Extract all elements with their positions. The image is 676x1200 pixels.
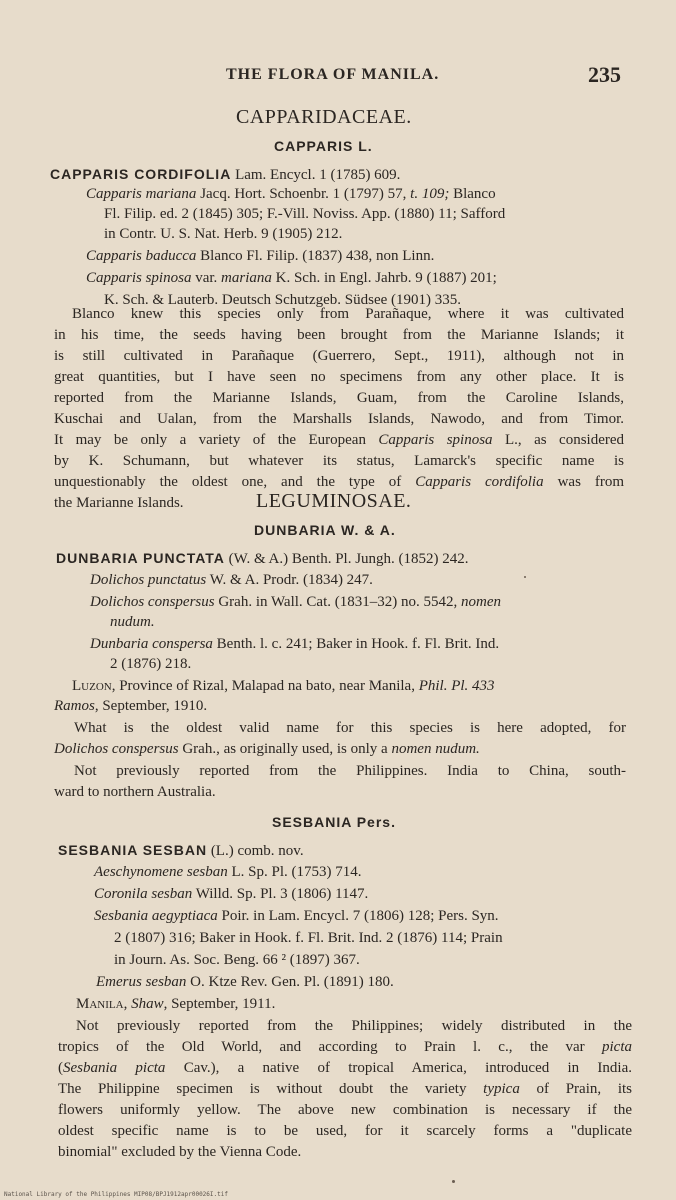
synonym-continuation: 2 (1876) 218. — [110, 656, 192, 672]
paragraph-taxon: typica — [483, 1081, 520, 1097]
species-entry-sesbania-sesban — [58, 840, 304, 861]
paragraph-text: Cav.), a native of tropical America, introduced in India. — [183, 1060, 633, 1076]
paper-speck — [524, 576, 526, 578]
synonym-line — [86, 268, 497, 288]
genus-heading-dunbaria: DUNBARIA W. & A. — [254, 522, 396, 538]
paragraph-line: reported from the Marianne Islands, Guam, from the Caroline Islands, — [54, 390, 624, 406]
synonym-name: Sesbania aegyptiaca — [94, 908, 218, 924]
locality-line — [72, 676, 495, 696]
paragraph-line: Not previously reported from the Philippines. India to China, south- — [74, 763, 626, 779]
paragraph-text: The Philippine specimen is without doubt the variety — [58, 1081, 467, 1097]
paragraph-line: flowers uniformly yellow. The above new combination is necessary if the — [58, 1102, 632, 1118]
synonym-citation: W. & A. Prodr. (1834) 247. — [209, 572, 373, 588]
synonym-status: nomen — [460, 594, 501, 610]
synonym-continuation — [110, 612, 155, 632]
synonym-citation: O. Ktze Rev. Gen. Pl. (1891) 180. — [190, 974, 394, 990]
synonym-citation: Grah. in Wall. Cat. (1831–32) no. 5542, — [218, 594, 458, 610]
synonym-continuation: in Journ. As. Soc. Beng. 66 ² (1897) 367. — [114, 952, 360, 968]
paragraph-line — [54, 472, 624, 492]
paragraph-text: It may be only a variety of the European — [54, 432, 366, 448]
paragraph-line — [58, 1058, 632, 1078]
paragraph-line: Kuschai and Ualan, from the Marshalls Islands, Nawodo, and from Timor. — [54, 411, 624, 427]
paragraph-taxon: Capparis spinosa — [378, 432, 493, 448]
paragraph-text: of Prain, its — [536, 1081, 632, 1097]
paragraph-line: Blanco knew this species only from Parañaque, where it was cultivated — [72, 306, 624, 322]
synonym-name: Capparis spinosa — [86, 270, 192, 286]
paragraph-text: was from — [557, 474, 625, 490]
genus-heading-capparis: CAPPARIS L. — [274, 138, 373, 154]
paragraph-line — [54, 430, 624, 450]
paragraph-line: oldest specific name is to be used, for it scarcely forms a "duplicate — [58, 1123, 632, 1139]
paragraph-status: nomen nudum. — [391, 741, 480, 757]
paragraph-line: great quantities, but I have seen no specimens from any other place. It is — [54, 369, 624, 385]
synonym-citation: Willd. Sp. Pl. 3 (1806) 1147. — [195, 886, 369, 902]
synonym-line — [94, 906, 499, 926]
paragraph-line: binomial" excluded by the Vienna Code. — [58, 1144, 302, 1160]
paragraph-line: What is the oldest valid name for this species is here adopted, for — [74, 720, 626, 736]
synonym-name: Dunbaria conspersa — [90, 636, 213, 652]
paragraph-taxon: Dolichos conspersus — [54, 741, 179, 757]
collector: Shaw — [131, 996, 164, 1012]
synonym-continuation: 2 (1807) 316; Baker in Hook. f. Fl. Brit. Ind. 2 (1876) 114; Prain — [114, 930, 503, 946]
paragraph-text: Grah., as originally used, is only a — [182, 741, 388, 757]
paragraph-line: is still cultivated in Parañaque (Guerrero, Sept., 1911), although not in — [54, 348, 624, 364]
locality-date: , September, 1910. — [94, 698, 208, 714]
scan-footer: National Library of the Philippines MIP08/BPJ1912apr00026I.tif — [4, 1191, 228, 1198]
synonym-line — [86, 246, 434, 266]
synonym-citation: Blanco — [453, 186, 496, 202]
locality-text: , Province of Rizal, Malapad na bato, near Manila, — [111, 678, 415, 694]
locality-line — [76, 994, 275, 1014]
synonym-name: Capparis mariana — [86, 186, 197, 202]
running-title: THE FLORA OF MANILA. — [226, 66, 440, 83]
locality-place: Luzon — [72, 678, 112, 694]
species-authority: Lam. Encycl. 1 (1785) 609. — [235, 167, 401, 183]
species-name: CAPPARIS CORDIFOLIA — [50, 166, 232, 182]
specimen-reference: Phil. Pl. 433 — [418, 678, 495, 694]
paragraph-taxon: picta — [602, 1039, 633, 1055]
species-name: DUNBARIA PUNCTATA — [56, 550, 225, 566]
synonym-line — [94, 862, 361, 882]
locality-date: , September, 1911. — [163, 996, 276, 1012]
synonym-line — [90, 592, 501, 612]
synonym-name: Dolichos punctatus — [90, 572, 207, 588]
synonym-line — [90, 570, 373, 590]
synonym-citation: Poir. in Lam. Encycl. 7 (1806) 128; Pers. Syn. — [221, 908, 499, 924]
collector: Ramos — [54, 698, 95, 714]
synonym-line — [96, 972, 394, 992]
paper-speck — [452, 1180, 455, 1183]
paragraph-text: L., as considered — [505, 432, 625, 448]
synonym-citation: K. Sch. in Engl. Jahrb. 9 (1887) 201; — [275, 270, 497, 286]
synonym-name: Coronila sesban — [94, 886, 193, 902]
synonym-citation: Blanco Fl. Filip. (1837) 438, non Linn. — [200, 248, 435, 264]
paragraph-text: ( — [58, 1060, 63, 1076]
paragraph-line: ward to northern Australia. — [54, 784, 216, 800]
paragraph-text: unquestionably the oldest one, and the type of — [54, 474, 402, 490]
synonym-citation: Jacq. Hort. Schoenbr. 1 (1797) 57, — [200, 186, 407, 202]
synonym-plate: t. 109; — [410, 186, 450, 202]
species-entry-capparis-cordifolia — [50, 164, 400, 185]
synonym-name: Dolichos conspersus — [90, 594, 215, 610]
synonym-name: Emerus sesban — [96, 974, 187, 990]
family-heading-capparidaceae: CAPPARIDACEAE. — [236, 106, 412, 128]
paragraph-line: the Marianne Islands. — [54, 495, 184, 511]
synonym-continuation: Fl. Filip. ed. 2 (1845) 305; F.-Vill. Noviss. App. (1880) 11; Safford — [104, 206, 506, 222]
synonym-citation: Benth. l. c. 241; Baker in Hook. f. Fl. Brit. Ind. — [216, 636, 500, 652]
genus-heading-sesbania: SESBANIA Pers. — [272, 814, 396, 830]
paragraph-line — [58, 1079, 632, 1099]
synonym-citation: L. Sp. Pl. (1753) 714. — [231, 864, 362, 880]
synonym-line — [86, 184, 496, 204]
synonym-line — [94, 884, 368, 904]
page-number: 235 — [588, 62, 621, 87]
paragraph-line: in his time, the seeds having been brought from the Marianne Islands; it — [54, 327, 624, 343]
paragraph-taxon: Capparis cordifolia — [415, 474, 544, 490]
paragraph-line — [58, 1037, 632, 1057]
synonym-line — [90, 634, 499, 654]
locality-comma: , — [123, 996, 132, 1012]
synonym-continuation: K. Sch. & Lauterb. Deutsch Schutzgeb. Südsee (1901) 335. — [104, 292, 462, 308]
species-entry-dunbaria-punctata — [56, 548, 469, 569]
species-authority: (W. & A.) Benth. Pl. Jungh. (1852) 242. — [228, 551, 469, 567]
synonym-variety: mariana — [221, 270, 272, 286]
synonym-name: Capparis baducca — [86, 248, 197, 264]
synonym-rank: var. — [195, 270, 218, 286]
species-name: SESBANIA SESBAN — [58, 842, 208, 858]
family-heading-leguminosae: LEGUMINOSAE. — [256, 490, 412, 512]
locality-line — [54, 696, 207, 716]
synonym-name: Aeschynomene sesban — [94, 864, 228, 880]
paragraph-taxon: Sesbania picta — [63, 1060, 166, 1076]
paragraph-line: by K. Schumann, but whatever its status, Lamarck's specific name is — [54, 453, 624, 469]
synonym-continuation: in Contr. U. S. Nat. Herb. 9 (1905) 212. — [104, 226, 343, 242]
paragraph-line: Not previously reported from the Philippines; widely distributed in the — [76, 1018, 632, 1034]
synonym-status: nudum. — [110, 614, 155, 630]
paragraph-text: tropics of the Old World, and according to Prain l. c., the var — [58, 1039, 585, 1055]
locality-place: Manila — [76, 996, 124, 1012]
paragraph-line — [54, 739, 480, 759]
species-authority: (L.) comb. nov. — [210, 843, 304, 859]
